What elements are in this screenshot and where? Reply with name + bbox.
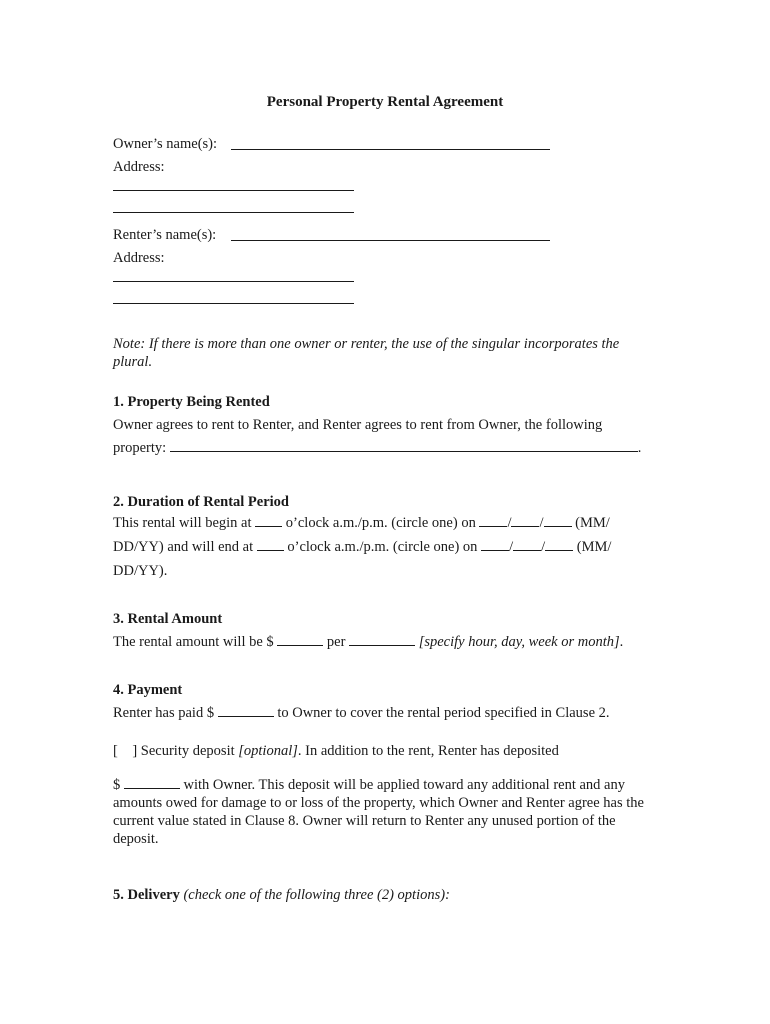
begin-format-text: (MM/ [575,515,610,531]
section-3-line [113,633,623,651]
per-text: per [326,634,346,650]
end-clock-text: o’clock a.m./p.m. (circle one) on [287,539,478,555]
plural-note: Note: If there is more than one owner or renter, the use of the singular incorporates the plural. [113,336,620,370]
property-period: . [637,440,642,456]
deposit-dollar: $ [113,777,121,793]
rental-amount-field[interactable] [277,633,323,646]
begin-year-field[interactable] [544,514,572,527]
section-1-line-1: Owner agrees to rent to Renter, and Renter agrees to rent from Owner, the following [113,417,603,433]
security-deposit-checkbox[interactable]: [ ] [113,743,138,759]
deposit-paragraph-text: with Owner. This deposit will be applied toward any additional rent and any amounts owed for damage to or loss of the property, which Owner and Renter agree has the current value stated in Clause 8. Owner will return to Renter any unused portion of the deposit. [113,777,644,847]
document-title: Personal Property Rental Agreement [266,94,504,110]
deposit-paragraph [113,776,663,848]
optional-hint: [optional] [238,743,298,759]
begin-day-field[interactable] [511,514,539,527]
renter-address-line-2[interactable] [113,303,354,304]
renter-name-field[interactable] [231,240,550,241]
deposit-text: . In addition to the rent, Renter has deposited [297,743,559,759]
owner-name-label: Owner’s name(s): [113,136,218,152]
section-1-line-2 [113,439,641,457]
rental-amount-text: The rental amount will be $ [113,634,274,650]
paid-text: Renter has paid $ [113,705,215,721]
section-2-heading: 2. Duration of Rental Period [113,494,289,510]
section-3-heading: 3. Rental Amount [113,611,223,627]
date-slash: / [509,539,514,555]
property-label: property: [113,440,167,456]
paid-amount-field[interactable] [218,704,274,717]
owner-name-field[interactable] [231,149,550,150]
renter-name-label: Renter’s name(s): [113,227,217,243]
renter-address-line-1[interactable] [113,281,354,282]
section-4-line-1 [113,704,610,722]
section-2-line-2 [113,538,611,556]
end-month-field[interactable] [481,538,509,551]
begin-text: This rental will begin at [113,515,252,531]
rental-period-field[interactable] [349,633,415,646]
security-deposit-label: Security deposit [140,743,235,759]
begin-month-field[interactable] [479,514,507,527]
owner-address-line-1[interactable] [113,190,354,191]
section-5-line [113,886,450,904]
end-year-field[interactable] [545,538,573,551]
date-slash: / [541,539,546,555]
paid-purpose-text: to Owner to cover the rental period specified in Clause 2. [277,705,610,721]
section-4-heading: 4. Payment [113,682,183,698]
end-text: DD/YY) and will end at [113,539,254,555]
security-deposit-line [113,742,559,760]
begin-clock-text: o’clock a.m./p.m. (circle one) on [285,515,476,531]
section-2-line-3: DD/YY). [113,563,168,579]
owner-address-label: Address: [113,159,165,175]
rental-period-hint: [specify hour, day, week or month] [418,634,620,650]
delivery-options-note: (check one of the following three (2) options): [183,887,450,903]
end-hour-field[interactable] [257,538,284,551]
end-format-text: (MM/ [576,539,612,555]
section-5-heading: 5. Delivery [113,887,180,903]
begin-hour-field[interactable] [255,514,282,527]
deposit-amount-field[interactable] [124,776,180,789]
rental-amount-period: . [619,634,624,650]
date-slash: / [539,515,544,531]
date-slash: / [507,515,512,531]
section-1-heading: 1. Property Being Rented [113,394,270,410]
property-field[interactable] [170,439,638,452]
renter-address-label: Address: [113,250,165,266]
owner-address-line-2[interactable] [113,212,354,213]
section-2-line-1 [113,514,610,532]
end-day-field[interactable] [513,538,541,551]
